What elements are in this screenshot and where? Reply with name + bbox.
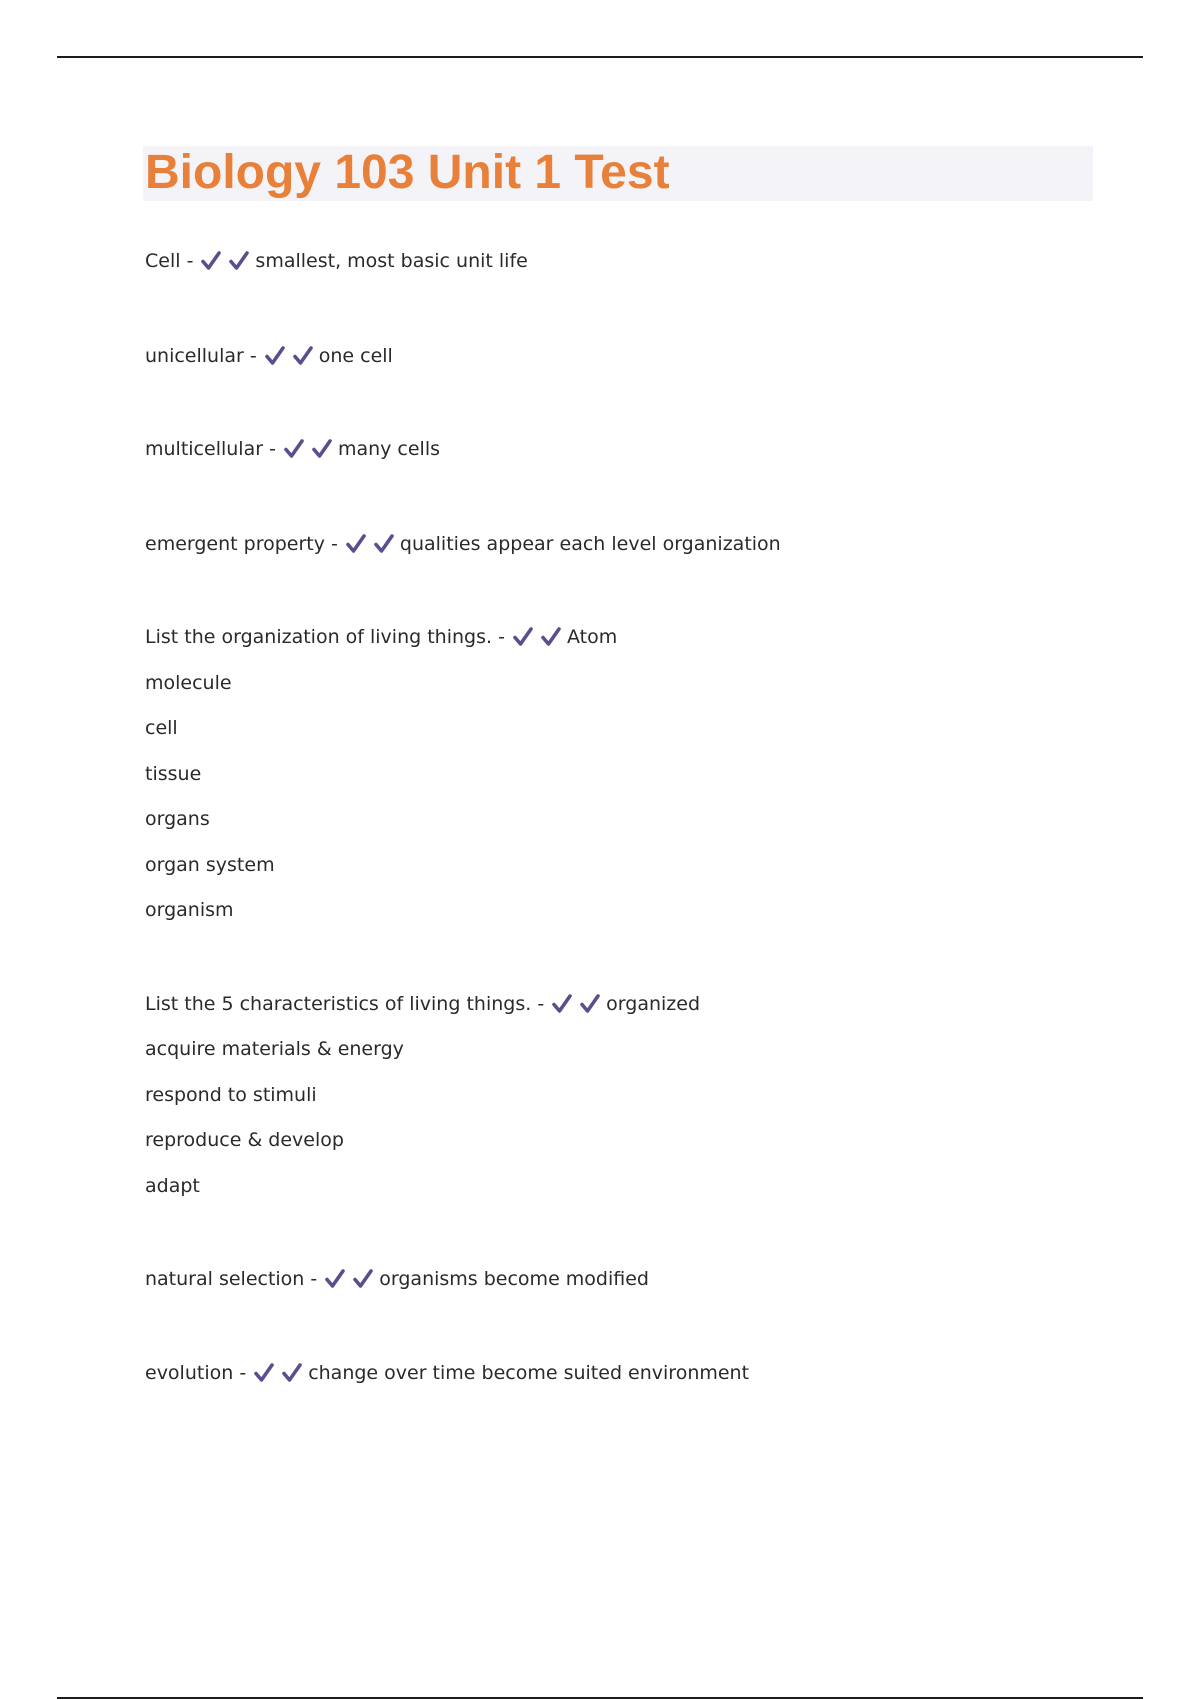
card-term: natural selection xyxy=(145,1268,305,1290)
flashcard-multicellular xyxy=(145,436,440,462)
card-separator: - xyxy=(537,993,545,1015)
card-separator: - xyxy=(249,345,257,367)
answer-continuation-line: acquire materials & energy xyxy=(145,1038,404,1060)
checkmark-icon xyxy=(282,437,306,461)
double-checkmark-icon xyxy=(199,249,251,273)
answer-continuation-line: organism xyxy=(145,899,234,921)
checkmark-icon xyxy=(291,344,315,368)
card-separator: - xyxy=(239,1362,247,1384)
card-term: evolution xyxy=(145,1362,234,1384)
card-answer: one cell xyxy=(318,345,393,367)
flashcard-natural-selection xyxy=(145,1266,649,1292)
top-rule xyxy=(57,56,1143,58)
checkmark-icon xyxy=(372,532,396,556)
double-checkmark-icon xyxy=(263,344,315,368)
card-term: List the 5 characteristics of living things. xyxy=(145,993,532,1015)
checkmark-icon xyxy=(310,437,334,461)
card-separator: - xyxy=(331,533,338,555)
flashcard-evolution xyxy=(145,1360,749,1386)
flashcard-organization-of-living-things xyxy=(145,624,617,650)
flashcard-characteristics-of-living-things xyxy=(145,991,700,1017)
checkmark-icon xyxy=(539,625,563,649)
flashcard-emergent-property xyxy=(145,531,781,557)
answer-continuation-line: molecule xyxy=(145,672,232,694)
card-term: Cell xyxy=(145,250,181,272)
checkmark-icon xyxy=(578,992,602,1016)
double-checkmark-icon xyxy=(323,1267,375,1291)
checkmark-icon xyxy=(344,532,368,556)
double-checkmark-icon xyxy=(550,992,602,1016)
checkmark-icon xyxy=(323,1267,347,1291)
card-answer: organisms become modified xyxy=(379,1268,649,1290)
card-answer: change over time become suited environment xyxy=(308,1362,750,1384)
flashcard-unicellular xyxy=(145,343,393,369)
checkmark-icon xyxy=(227,249,251,273)
double-checkmark-icon xyxy=(511,625,563,649)
checkmark-icon xyxy=(252,1361,276,1385)
answer-continuation-line: respond to stimuli xyxy=(145,1084,317,1106)
bottom-rule xyxy=(57,1697,1143,1699)
card-term: List the organization of living things. xyxy=(145,626,493,648)
answer-continuation-line: organ system xyxy=(145,854,275,876)
card-term: unicellular xyxy=(145,345,244,367)
checkmark-icon xyxy=(280,1361,304,1385)
double-checkmark-icon xyxy=(252,1361,304,1385)
double-checkmark-icon xyxy=(344,532,396,556)
answer-continuation-line: adapt xyxy=(145,1175,200,1197)
card-separator: - xyxy=(186,250,194,272)
answer-continuation-line: reproduce & develop xyxy=(145,1129,344,1151)
card-separator: - xyxy=(498,626,505,648)
card-answer: organized xyxy=(606,993,701,1015)
page-title: Biology 103 Unit 1 Test xyxy=(145,146,670,199)
card-separator: - xyxy=(269,438,276,460)
answer-continuation-line: tissue xyxy=(145,763,202,785)
checkmark-icon xyxy=(351,1267,375,1291)
checkmark-icon xyxy=(550,992,574,1016)
card-answer: Atom xyxy=(566,626,618,648)
answer-continuation-line: organs xyxy=(145,808,210,830)
card-term: emergent property xyxy=(145,533,325,555)
flashcard-cell xyxy=(145,248,528,274)
answer-continuation-line: cell xyxy=(145,717,178,739)
checkmark-icon xyxy=(199,249,223,273)
checkmark-icon xyxy=(263,344,287,368)
card-answer: many cells xyxy=(337,438,441,460)
card-separator: - xyxy=(310,1268,318,1290)
double-checkmark-icon xyxy=(282,437,334,461)
checkmark-icon xyxy=(511,625,535,649)
card-answer: qualities appear each level organization xyxy=(399,533,781,555)
card-term: multicellular xyxy=(145,438,264,460)
card-answer: smallest, most basic unit life xyxy=(255,250,528,272)
